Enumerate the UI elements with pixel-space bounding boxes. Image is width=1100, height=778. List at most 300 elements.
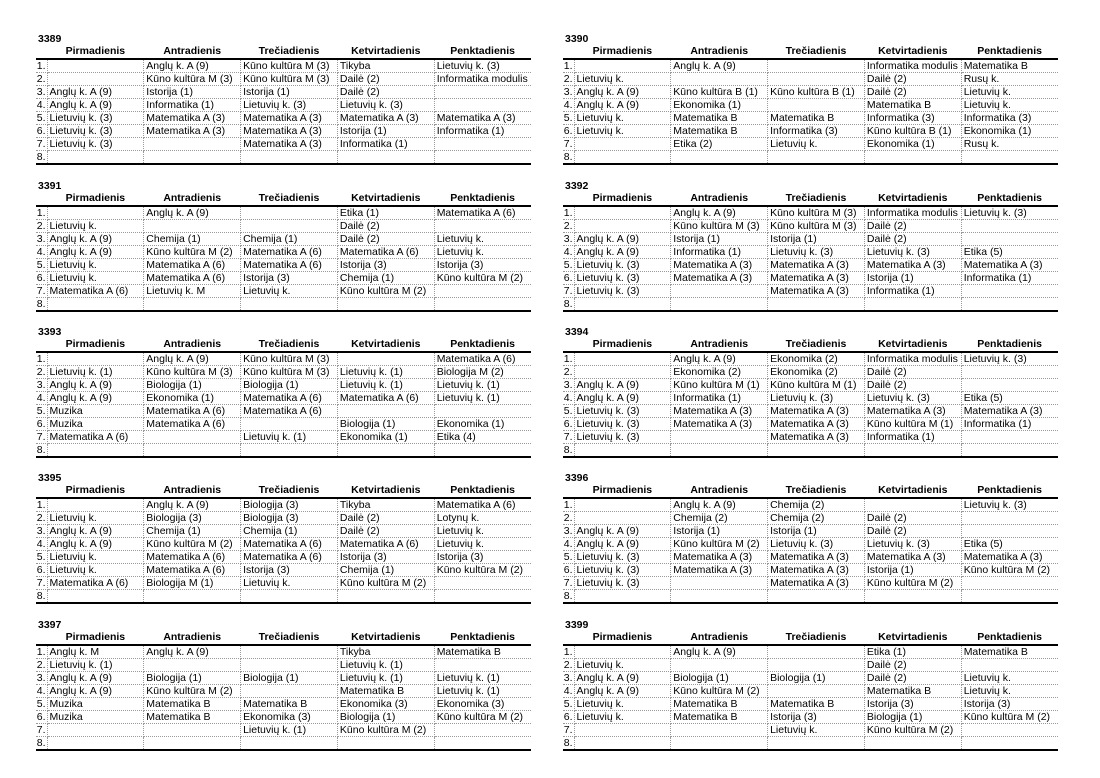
- lesson-row: [36, 431, 531, 444]
- class-code: 3397: [38, 619, 62, 631]
- lesson-cell: Matematika A (6): [144, 272, 241, 285]
- lesson-cell: [961, 444, 1058, 458]
- lesson-row: [36, 590, 531, 604]
- lesson-cell: Anglų k. A (9): [47, 99, 144, 112]
- timetable-3390: [563, 33, 1058, 165]
- lesson-cell: [671, 590, 768, 604]
- lesson-cell: Matematika A (3): [671, 259, 768, 272]
- lesson-cell: Biologija (3): [144, 512, 241, 525]
- lesson-cell: Kūno kultūra M (2): [337, 285, 434, 298]
- lesson-row: [563, 577, 1058, 590]
- lesson-cell: Lietuvių k. (3): [768, 246, 865, 259]
- lesson-cell: [144, 444, 241, 458]
- lesson-cell: Etika (5): [961, 392, 1058, 405]
- lesson-cell: Matematika A (6): [47, 431, 144, 444]
- lesson-cell: [671, 298, 768, 312]
- lesson-cell: Kūno kultūra M (2): [961, 564, 1058, 577]
- timetable-3399: [563, 619, 1058, 751]
- day-header-row: [563, 484, 1058, 498]
- lesson-cell: Istorija (1): [241, 86, 338, 99]
- lesson-cell: Istorija (1): [864, 564, 961, 577]
- lesson-cell: Lietuvių k.: [961, 86, 1058, 99]
- lesson-cell: Anglų k. A (9): [671, 498, 768, 512]
- lesson-cell: [144, 298, 241, 312]
- lesson-cell: Matematika B: [768, 698, 865, 711]
- lesson-number-header: [36, 45, 47, 59]
- lesson-cell: Etika (1): [864, 645, 961, 659]
- schedule-table: [563, 338, 1058, 458]
- lesson-cell: [961, 590, 1058, 604]
- lesson-cell: Kūno kultūra M (2): [864, 577, 961, 590]
- lesson-number: 3.: [563, 672, 573, 684]
- lesson-cell: [574, 138, 671, 151]
- lesson-cell: Muzika: [47, 711, 144, 724]
- lesson-cell: Anglų k. A (9): [574, 685, 671, 698]
- lesson-number: 2.: [563, 659, 573, 671]
- day-header-row: [36, 45, 531, 59]
- class-code: 3396: [565, 472, 589, 484]
- lesson-cell: Biologija (1): [144, 672, 241, 685]
- lesson-cell: [768, 590, 865, 604]
- lesson-cell: Kūno kultūra M (1): [768, 379, 865, 392]
- lesson-cell: Matematika A (6): [144, 418, 241, 431]
- lesson-number: 4.: [36, 392, 46, 404]
- lesson-cell: Rusų k.: [961, 138, 1058, 151]
- schedule-table: [36, 338, 531, 458]
- lesson-row: [563, 392, 1058, 405]
- day-header-row: [36, 631, 531, 645]
- day-header: Antradienis: [690, 45, 749, 57]
- lesson-cell: Lietuvių k.: [574, 711, 671, 724]
- lesson-cell: Anglų k. A (9): [574, 99, 671, 112]
- lesson-cell: [961, 431, 1058, 444]
- lesson-row: [36, 392, 531, 405]
- lesson-row: [563, 590, 1058, 604]
- lesson-cell: [337, 737, 434, 751]
- lesson-cell: Chemija (1): [144, 233, 241, 246]
- day-header: Antradienis: [163, 338, 222, 350]
- lesson-row: [563, 366, 1058, 379]
- lesson-cell: [864, 590, 961, 604]
- lesson-cell: Lietuvių k.: [47, 512, 144, 525]
- lesson-cell: Lietuvių k. (1): [434, 379, 531, 392]
- lesson-cell: [574, 298, 671, 312]
- lesson-cell: Istorija (3): [241, 564, 338, 577]
- day-header: Pirmadienis: [592, 631, 653, 643]
- lesson-row: [36, 737, 531, 751]
- lesson-cell: Anglų k. A (9): [574, 86, 671, 99]
- lesson-cell: Kūno kultūra M (2): [144, 538, 241, 551]
- lesson-cell: Informatika (3): [768, 125, 865, 138]
- lesson-cell: Matematika B: [144, 698, 241, 711]
- day-header: Ketvirtadienis: [878, 484, 948, 496]
- day-header: Antradienis: [163, 45, 222, 57]
- lesson-cell: Anglų k. A (9): [47, 672, 144, 685]
- lesson-cell: [671, 151, 768, 165]
- lesson-cell: Lietuvių k.: [961, 672, 1058, 685]
- lesson-number-header: [563, 338, 574, 352]
- lesson-cell: Matematika A (6): [337, 538, 434, 551]
- lesson-row: [36, 724, 531, 737]
- day-header: Antradienis: [690, 338, 749, 350]
- lesson-number: 4.: [563, 392, 573, 404]
- timetable-3396: [563, 472, 1058, 604]
- lesson-cell: Lietuvių k. (3): [574, 564, 671, 577]
- lesson-cell: Lietuvių k. M: [144, 285, 241, 298]
- class-code: 3391: [38, 180, 62, 192]
- lesson-cell: Anglų k. A (9): [574, 538, 671, 551]
- lesson-cell: Matematika B: [671, 112, 768, 125]
- lesson-cell: [864, 737, 961, 751]
- lesson-cell: Dailė (2): [864, 525, 961, 538]
- lesson-number: 2.: [563, 73, 573, 85]
- lesson-cell: Lietuvių k. (1): [47, 659, 144, 672]
- lesson-cell: Matematika A (3): [671, 405, 768, 418]
- lesson-cell: [574, 220, 671, 233]
- lesson-cell: Anglų k. A (9): [47, 392, 144, 405]
- lesson-row: [36, 538, 531, 551]
- lesson-cell: Kūno kultūra M (3): [241, 366, 338, 379]
- lesson-row: [563, 498, 1058, 512]
- lesson-cell: Informatika modulis: [434, 73, 531, 86]
- lesson-row: [563, 246, 1058, 259]
- lesson-cell: Matematika A (3): [768, 564, 865, 577]
- lesson-cell: [241, 418, 338, 431]
- lesson-row: [36, 246, 531, 259]
- lesson-cell: Anglų k. A (9): [574, 392, 671, 405]
- lesson-cell: Matematika A (6): [144, 405, 241, 418]
- lesson-number: 3.: [563, 525, 573, 537]
- lesson-cell: Lietuvių k. (3): [864, 538, 961, 551]
- lesson-cell: Lietuvių k.: [768, 724, 865, 737]
- lesson-row: [563, 431, 1058, 444]
- lesson-cell: Lietuvių k. (3): [864, 246, 961, 259]
- lesson-cell: Matematika B: [144, 711, 241, 724]
- lesson-cell: Matematika A (3): [241, 125, 338, 138]
- lesson-cell: [961, 285, 1058, 298]
- lesson-cell: Dailė (2): [864, 379, 961, 392]
- day-header: Penktadienis: [977, 338, 1042, 350]
- lesson-cell: Matematika A (3): [671, 564, 768, 577]
- lesson-row: [36, 672, 531, 685]
- lesson-number: 6.: [36, 272, 46, 284]
- lesson-number: 8.: [36, 737, 46, 749]
- lesson-number: 5.: [36, 405, 46, 417]
- lesson-cell: Chemija (2): [768, 498, 865, 512]
- lesson-cell: Anglų k. A (9): [144, 645, 241, 659]
- lesson-cell: Muzika: [47, 405, 144, 418]
- lesson-cell: Matematika A (3): [768, 551, 865, 564]
- day-header: Penktadienis: [450, 631, 515, 643]
- lesson-row: [36, 99, 531, 112]
- lesson-cell: [574, 444, 671, 458]
- timetable-3394: [563, 326, 1058, 458]
- lesson-row: [36, 685, 531, 698]
- lesson-cell: Informatika (1): [671, 246, 768, 259]
- lesson-cell: Kūno kultūra M (3): [241, 352, 338, 366]
- lesson-cell: Kūno kultūra M (2): [434, 272, 531, 285]
- timetable-3389: [36, 33, 531, 165]
- lesson-cell: [671, 659, 768, 672]
- lesson-number: 3.: [563, 233, 573, 245]
- day-header: Trečiadienis: [258, 631, 320, 643]
- lesson-cell: [574, 352, 671, 366]
- lesson-cell: [768, 444, 865, 458]
- lesson-number: 8.: [563, 151, 573, 163]
- lesson-cell: Matematika A (3): [961, 405, 1058, 418]
- lesson-cell: Kūno kultūra M (2): [671, 538, 768, 551]
- lesson-number: 3.: [36, 379, 46, 391]
- lesson-cell: Lietuvių k.: [768, 138, 865, 151]
- lesson-number: 7.: [36, 285, 46, 297]
- lesson-cell: [671, 73, 768, 86]
- schedule-table: [36, 45, 531, 165]
- lesson-cell: Informatika (1): [434, 125, 531, 138]
- lesson-number: 1.: [563, 353, 573, 365]
- lesson-cell: Anglų k. A (9): [47, 685, 144, 698]
- lesson-cell: Lietuvių k.: [961, 685, 1058, 698]
- lesson-row: [36, 525, 531, 538]
- lesson-number: 7.: [36, 431, 46, 443]
- lesson-cell: Kūno kultūra M (2): [434, 564, 531, 577]
- lesson-number: 1.: [563, 60, 573, 72]
- lesson-cell: Anglų k. A (9): [144, 352, 241, 366]
- schedule-table: [563, 192, 1058, 312]
- lesson-cell: [434, 577, 531, 590]
- lesson-cell: Dailė (2): [864, 366, 961, 379]
- day-header: Pirmadienis: [65, 45, 126, 57]
- lesson-row: [36, 418, 531, 431]
- lesson-cell: [241, 737, 338, 751]
- lesson-number: 7.: [563, 285, 573, 297]
- lesson-number: 8.: [36, 298, 46, 310]
- lesson-cell: [241, 444, 338, 458]
- lesson-cell: [768, 659, 865, 672]
- lesson-row: [563, 379, 1058, 392]
- lesson-cell: Istorija (1): [671, 525, 768, 538]
- lesson-cell: Lietuvių k. (1): [337, 672, 434, 685]
- day-header-row: [36, 338, 531, 352]
- lesson-cell: Kūno kultūra M (1): [864, 418, 961, 431]
- lesson-cell: [144, 151, 241, 165]
- lesson-cell: Lietuvių k.: [574, 73, 671, 86]
- lesson-cell: Ekonomika (2): [768, 352, 865, 366]
- lesson-cell: Lietuvių k.: [47, 272, 144, 285]
- day-header: Pirmadienis: [592, 45, 653, 57]
- day-header: Pirmadienis: [592, 192, 653, 204]
- lesson-number: 1.: [563, 646, 573, 658]
- lesson-cell: Lietuvių k. (3): [574, 418, 671, 431]
- lesson-row: [36, 259, 531, 272]
- timetable-3392: [563, 180, 1058, 312]
- day-header: Penktadienis: [450, 192, 515, 204]
- lesson-row: [563, 112, 1058, 125]
- lesson-cell: [47, 724, 144, 737]
- lesson-row: [36, 564, 531, 577]
- lesson-cell: Lietuvių k. (1): [241, 724, 338, 737]
- lesson-cell: Kūno kultūra B (1): [864, 125, 961, 138]
- lesson-cell: Chemija (1): [241, 233, 338, 246]
- lesson-cell: Lietuvių k.: [47, 259, 144, 272]
- lesson-cell: [241, 645, 338, 659]
- lesson-cell: Matematika B: [864, 685, 961, 698]
- lesson-number: 2.: [563, 366, 573, 378]
- lesson-cell: Lotynų k.: [434, 512, 531, 525]
- day-header: Penktadienis: [450, 338, 515, 350]
- lesson-row: [36, 577, 531, 590]
- lesson-number: 7.: [563, 724, 573, 736]
- day-header: Ketvirtadienis: [351, 484, 421, 496]
- lesson-number: 6.: [36, 418, 46, 430]
- lesson-cell: Etika (5): [961, 538, 1058, 551]
- lesson-cell: Matematika A (3): [768, 259, 865, 272]
- lesson-row: [36, 379, 531, 392]
- lesson-cell: Lietuvių k. (3): [574, 405, 671, 418]
- lesson-cell: [144, 737, 241, 751]
- lesson-number: 5.: [563, 259, 573, 271]
- lesson-row: [36, 352, 531, 366]
- lesson-number: 8.: [563, 444, 573, 456]
- lesson-cell: Informatika (1): [961, 418, 1058, 431]
- lesson-number: 5.: [563, 405, 573, 417]
- lesson-cell: [671, 737, 768, 751]
- lesson-row: [563, 298, 1058, 312]
- lesson-cell: Etika (4): [434, 431, 531, 444]
- lesson-cell: Istorija (1): [671, 233, 768, 246]
- lesson-cell: [864, 444, 961, 458]
- lesson-cell: Matematika A (6): [144, 564, 241, 577]
- lesson-cell: [47, 352, 144, 366]
- lesson-cell: Chemija (2): [671, 512, 768, 525]
- lesson-cell: Matematika B: [671, 698, 768, 711]
- lesson-cell: Lietuvių k. (1): [434, 392, 531, 405]
- lesson-cell: Lietuvių k. (3): [574, 431, 671, 444]
- lesson-cell: Lietuvių k. (3): [961, 498, 1058, 512]
- lesson-cell: [961, 233, 1058, 246]
- lesson-cell: Anglų k. A (9): [574, 525, 671, 538]
- lesson-cell: [337, 151, 434, 165]
- lesson-cell: [961, 525, 1058, 538]
- lesson-row: [563, 220, 1058, 233]
- lesson-cell: [434, 298, 531, 312]
- day-header: Penktadienis: [977, 484, 1042, 496]
- lesson-cell: Istorija (3): [864, 698, 961, 711]
- lesson-cell: Kūno kultūra M (3): [144, 73, 241, 86]
- lesson-cell: [241, 685, 338, 698]
- lesson-number: 6.: [36, 125, 46, 137]
- lesson-cell: Matematika A (3): [241, 112, 338, 125]
- lesson-cell: Istorija (3): [434, 551, 531, 564]
- lesson-cell: Lietuvių k. (3): [961, 206, 1058, 220]
- lesson-cell: Lietuvių k. (3): [574, 551, 671, 564]
- day-header: Ketvirtadienis: [351, 338, 421, 350]
- lesson-number: 5.: [563, 551, 573, 563]
- lesson-number: 4.: [36, 99, 46, 111]
- lesson-cell: Muzika: [47, 418, 144, 431]
- lesson-cell: Matematika B: [768, 112, 865, 125]
- day-header: Pirmadienis: [65, 192, 126, 204]
- day-header: Penktadienis: [977, 192, 1042, 204]
- day-header: Trečiadienis: [258, 192, 320, 204]
- lesson-cell: Matematika A (3): [337, 112, 434, 125]
- lesson-cell: Kūno kultūra M (2): [864, 724, 961, 737]
- lesson-number-header: [563, 45, 574, 59]
- timetable-3393: [36, 326, 531, 458]
- lesson-row: [563, 99, 1058, 112]
- lesson-number: 6.: [563, 125, 573, 137]
- day-header: Pirmadienis: [65, 631, 126, 643]
- schedule-table: [36, 192, 531, 312]
- lesson-row: [36, 125, 531, 138]
- lesson-number: 6.: [563, 564, 573, 576]
- lesson-cell: Lietuvių k. (3): [47, 125, 144, 138]
- lesson-cell: Lietuvių k.: [574, 112, 671, 125]
- lesson-cell: Informatika modulis: [864, 352, 961, 366]
- lesson-number: 6.: [36, 564, 46, 576]
- lesson-number: 3.: [36, 233, 46, 245]
- class-code: 3393: [38, 326, 62, 338]
- timetable-3397: [36, 619, 531, 751]
- lesson-cell: Kūno kultūra M (2): [961, 711, 1058, 724]
- lesson-cell: Matematika A (6): [241, 246, 338, 259]
- lesson-cell: Lietuvių k. (3): [768, 392, 865, 405]
- lesson-row: [36, 711, 531, 724]
- lesson-cell: [864, 151, 961, 165]
- lesson-cell: [337, 352, 434, 366]
- lesson-cell: Matematika A (3): [864, 551, 961, 564]
- lesson-cell: Kūno kultūra B (1): [671, 86, 768, 99]
- lesson-number: 8.: [563, 298, 573, 310]
- lesson-cell: Matematika A (3): [864, 259, 961, 272]
- lesson-cell: [144, 431, 241, 444]
- lesson-cell: Kūno kultūra M (2): [671, 685, 768, 698]
- lesson-row: [563, 352, 1058, 366]
- lesson-cell: [337, 444, 434, 458]
- lesson-number: 4.: [563, 246, 573, 258]
- lesson-cell: Matematika B: [337, 685, 434, 698]
- lesson-number: 5.: [563, 112, 573, 124]
- lesson-row: [563, 711, 1058, 724]
- lesson-number: 7.: [563, 431, 573, 443]
- lesson-cell: Dailė (2): [864, 86, 961, 99]
- lesson-cell: [47, 151, 144, 165]
- lesson-cell: [47, 498, 144, 512]
- lesson-cell: Lietuvių k.: [434, 233, 531, 246]
- lesson-cell: Chemija (1): [337, 272, 434, 285]
- lesson-cell: [144, 659, 241, 672]
- lesson-cell: [241, 298, 338, 312]
- lesson-cell: [574, 724, 671, 737]
- lesson-cell: [961, 659, 1058, 672]
- lesson-cell: Ekonomika (2): [768, 366, 865, 379]
- lesson-cell: [241, 659, 338, 672]
- lesson-cell: Istorija (1): [864, 272, 961, 285]
- day-header: Ketvirtadienis: [351, 192, 421, 204]
- lesson-number: 4.: [563, 99, 573, 111]
- lesson-cell: Anglų k. A (9): [47, 538, 144, 551]
- lesson-cell: [961, 220, 1058, 233]
- lesson-cell: Dailė (2): [864, 220, 961, 233]
- lesson-number: 8.: [563, 590, 573, 602]
- day-header: Trečiadienis: [258, 338, 320, 350]
- lesson-cell: Matematika A (3): [144, 112, 241, 125]
- lesson-row: [563, 73, 1058, 86]
- lesson-number: 2.: [563, 512, 573, 524]
- lesson-cell: Biologija (3): [241, 512, 338, 525]
- lesson-cell: [574, 737, 671, 751]
- lesson-cell: [961, 737, 1058, 751]
- lesson-number: 4.: [36, 246, 46, 258]
